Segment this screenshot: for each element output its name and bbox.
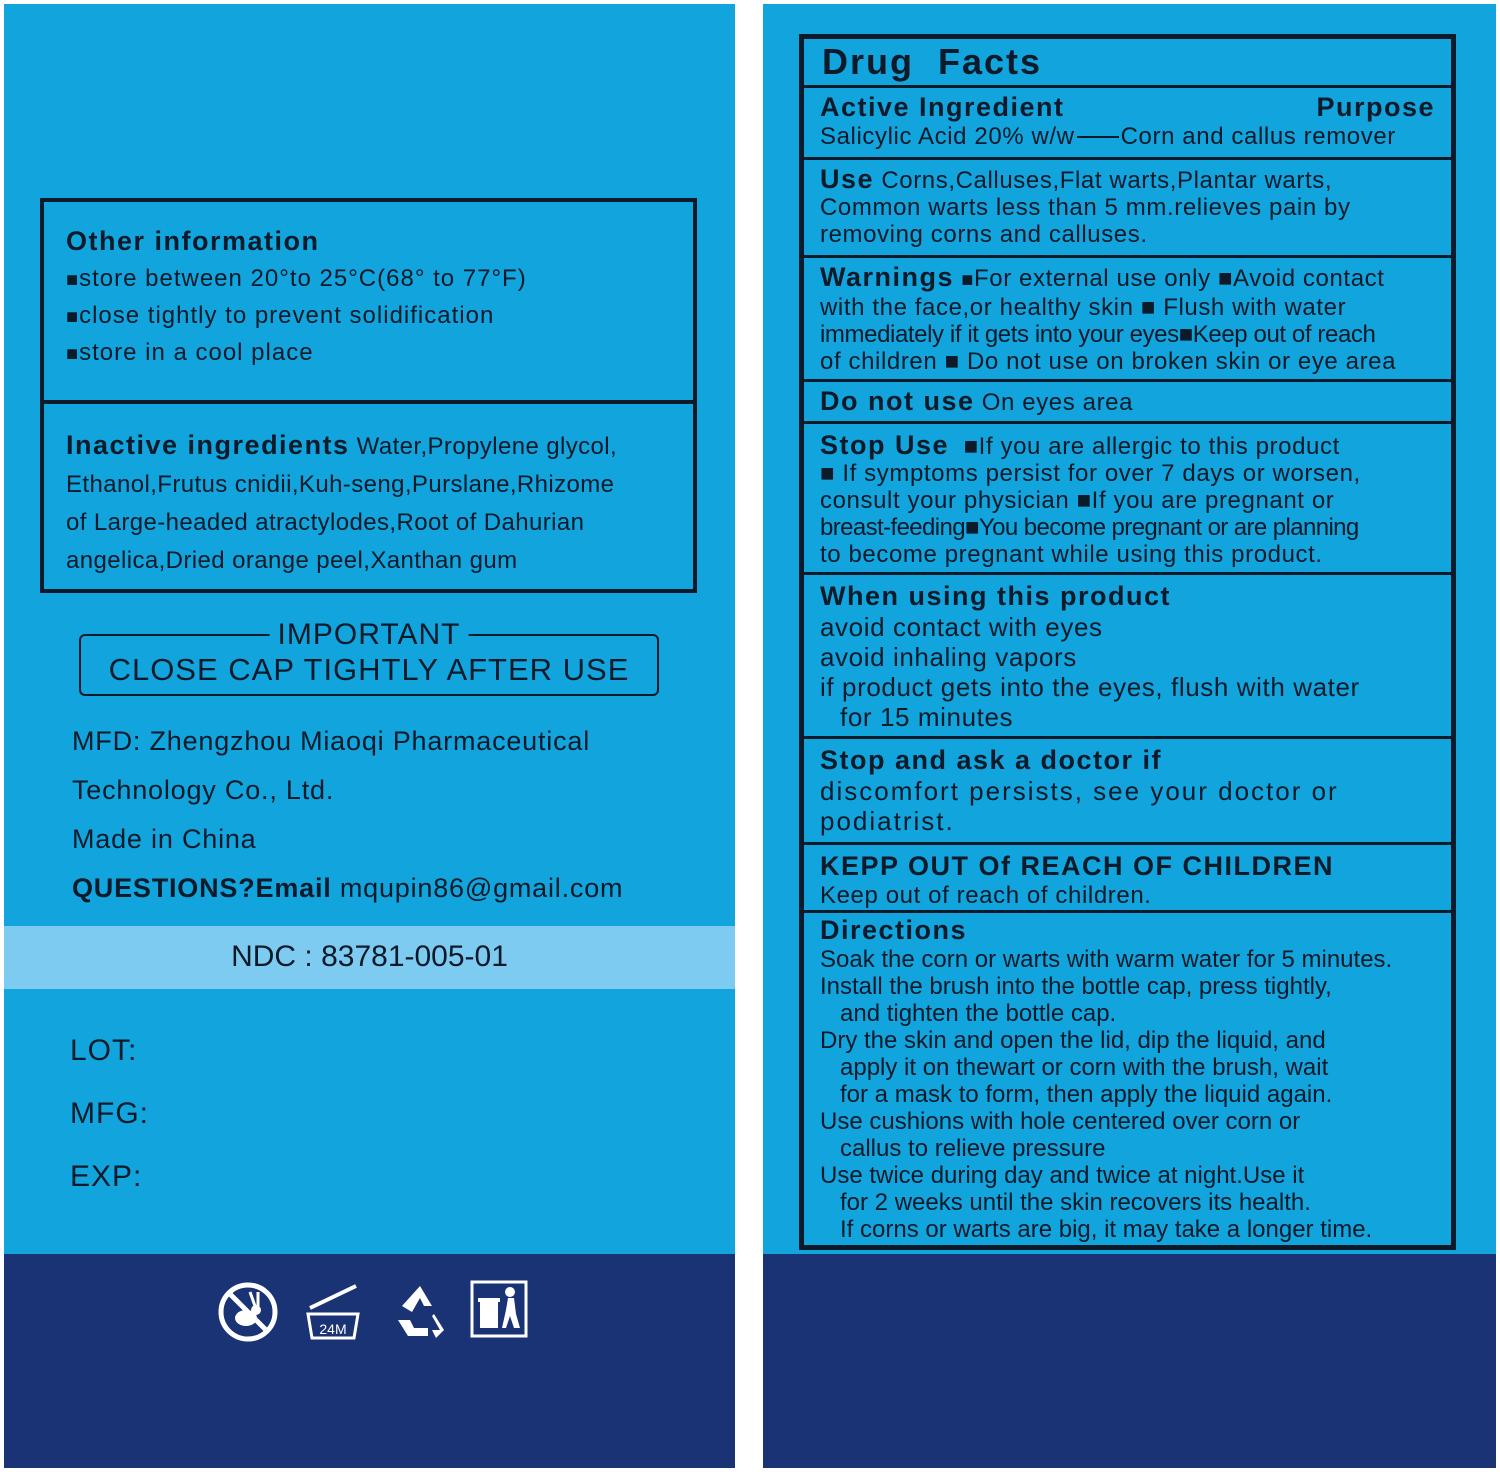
do-not-use-text: On eyes area xyxy=(981,389,1134,416)
drug-facts-title: Drug Facts xyxy=(822,41,1043,82)
when-using-item: avoid inhaling vapors xyxy=(820,642,1077,672)
stop-use-line: breast-feeding■You become pregnant or are planning xyxy=(820,514,1359,541)
active-ingredient-section xyxy=(804,88,1451,160)
left-label-panel xyxy=(4,4,735,1468)
warnings-line: with the face,or healthy skin ■ Flush with water xyxy=(820,294,1347,321)
lot-label: LOT: xyxy=(70,1034,138,1067)
trash-bin-icon xyxy=(470,1280,528,1338)
directions-line: Soak the corn or warts with warm water for 5 minutes. xyxy=(820,946,1393,973)
directions-line: Dry the skin and open the lid, dip the liquid, and xyxy=(820,1027,1326,1054)
important-notice-box xyxy=(79,618,659,696)
when-using-section xyxy=(804,575,1451,739)
other-info-item: ■ store in a cool place xyxy=(66,339,671,367)
stop-use-line: to become pregnant while using this product. xyxy=(820,541,1323,568)
recycle-icon xyxy=(388,1280,452,1344)
keep-out-text: Keep out of reach of children. xyxy=(820,882,1152,909)
other-information-box xyxy=(40,198,697,404)
origin-line: Made in China xyxy=(72,824,257,854)
stop-and-ask-line: discomfort persists, see your doctor or xyxy=(820,776,1339,806)
24m-label: 24M xyxy=(319,1321,347,1337)
right-footer-band xyxy=(763,1254,1496,1468)
directions-line: If corns or warts are big, it may take a longer time. xyxy=(840,1216,1373,1243)
drug-facts-header xyxy=(804,39,1451,88)
use-section xyxy=(804,160,1451,258)
inactive-ingredients-text: Water,Propylene glycol, xyxy=(356,433,618,460)
directions-line: and tighten the bottle cap. xyxy=(840,1000,1117,1027)
use-line: removing corns and calluses. xyxy=(820,221,1148,248)
other-info-item: ■ close tightly to prevent solidification xyxy=(66,302,671,330)
stop-and-ask-heading: Stop and ask a doctor if xyxy=(820,745,1163,775)
directions-line: for a mask to form, then apply the liquid again. xyxy=(840,1081,1333,1108)
active-ingredient-heading: Active Ingredient xyxy=(820,92,1065,122)
stop-and-ask-section xyxy=(804,739,1451,845)
warnings-heading: Warnings xyxy=(820,262,955,292)
do-not-use-heading: Do not use xyxy=(820,386,975,416)
drug-facts-box xyxy=(799,34,1456,1250)
directions-line: callus to relieve pressure xyxy=(840,1135,1106,1162)
directions-line: Install the brush into the bottle cap, press tightly, xyxy=(820,973,1332,1000)
stop-and-ask-line: podiatrist. xyxy=(820,806,955,836)
keep-out-of-reach-section xyxy=(804,845,1451,913)
other-information-title: Other information xyxy=(66,226,320,256)
left-footer-band xyxy=(4,1254,735,1468)
ndc-number: NDC : 83781-005-01 xyxy=(231,940,508,973)
warnings-line: of children ■ Do not use on broken skin or eye area xyxy=(820,348,1397,375)
stop-use-line: ■If you are allergic to this product xyxy=(963,433,1340,460)
mfg-label: MFG: xyxy=(70,1097,149,1130)
active-ingredient-value: Salicylic Acid 20% w/w xyxy=(820,123,1075,150)
stop-use-heading: Stop Use xyxy=(820,430,950,460)
purpose-heading: Purpose xyxy=(1316,92,1435,122)
when-using-heading: When using this product xyxy=(820,581,1171,611)
inactive-ingredients-line: Ethanol,Frutus cnidii,Kuh-seng,Purslane,Rhizome xyxy=(66,471,615,498)
close-cap-notice: CLOSE CAP TIGHTLY AFTER USE xyxy=(108,652,630,687)
inactive-ingredients-line: angelica,Dried orange peel,Xanthan gum xyxy=(66,547,518,574)
warnings-line: immediately if it gets into your eyes■Keep out of reach xyxy=(820,321,1376,348)
inactive-ingredients-line xyxy=(66,426,671,466)
inactive-ingredients-box xyxy=(40,400,697,593)
use-line: Common warts less than 5 mm.relieves pain by xyxy=(820,194,1351,221)
directions-section xyxy=(804,913,1451,1250)
no-animal-testing-icon xyxy=(216,1280,280,1344)
ndc-band xyxy=(4,926,735,989)
stop-use-line: ■ If symptoms persist for over 7 days or worsen, xyxy=(820,460,1361,487)
manufacturer-line: MFD: Zhengzhou Miaoqi Pharmaceutical xyxy=(72,726,591,756)
directions-line: for 2 weeks until the skin recovers its health. xyxy=(840,1189,1311,1216)
24m-shelf-life-icon xyxy=(304,1280,364,1344)
questions-label: QUESTIONS?Email xyxy=(72,873,332,903)
use-line: Corns,Calluses,Flat warts,Plantar warts, xyxy=(881,167,1333,194)
inactive-ingredients-line: of Large-headed atractylodes,Root of Dahurian xyxy=(66,509,585,536)
when-using-item: avoid contact with eyes xyxy=(820,612,1103,642)
warnings-line: ■ For external use only ■Avoid contact xyxy=(961,265,1384,292)
when-using-item: if product gets into the eyes, flush with water xyxy=(820,672,1360,702)
questions-line xyxy=(72,873,623,904)
directions-heading: Directions xyxy=(820,915,968,945)
when-using-continuation: for 15 minutes xyxy=(840,702,1014,732)
active-ingredient-row xyxy=(820,123,1435,150)
directions-line: Use cushions with hole centered over corn or xyxy=(820,1108,1301,1135)
contact-email[interactable]: mqupin86@gmail.com xyxy=(339,873,624,903)
do-not-use-section xyxy=(804,382,1451,424)
directions-line: Use twice during day and twice at night.Use it xyxy=(820,1162,1305,1189)
inactive-ingredients-title: Inactive ingredients xyxy=(66,430,350,460)
right-label-panel xyxy=(763,4,1496,1468)
use-heading: Use xyxy=(820,164,875,194)
directions-line: apply it on thewart or corn with the brush, wait xyxy=(840,1054,1329,1081)
directions-list xyxy=(820,946,1435,1243)
manufacturer-line: Technology Co., Ltd. xyxy=(72,775,335,805)
leader-dash xyxy=(1077,136,1119,138)
keep-out-heading: KEPP OUT Of REACH OF CHILDREN xyxy=(820,851,1335,881)
purpose-value: Corn and callus remover xyxy=(1120,123,1396,150)
stop-use-section xyxy=(804,424,1451,575)
stop-use-line: consult your physician ■If you are pregnant or xyxy=(820,487,1335,514)
exp-label: EXP: xyxy=(70,1160,143,1193)
important-heading: IMPORTANT xyxy=(270,618,469,652)
other-info-item: ■ store between 20°to 25°C(68° to 77°F) xyxy=(66,265,671,293)
warnings-section xyxy=(804,258,1451,382)
